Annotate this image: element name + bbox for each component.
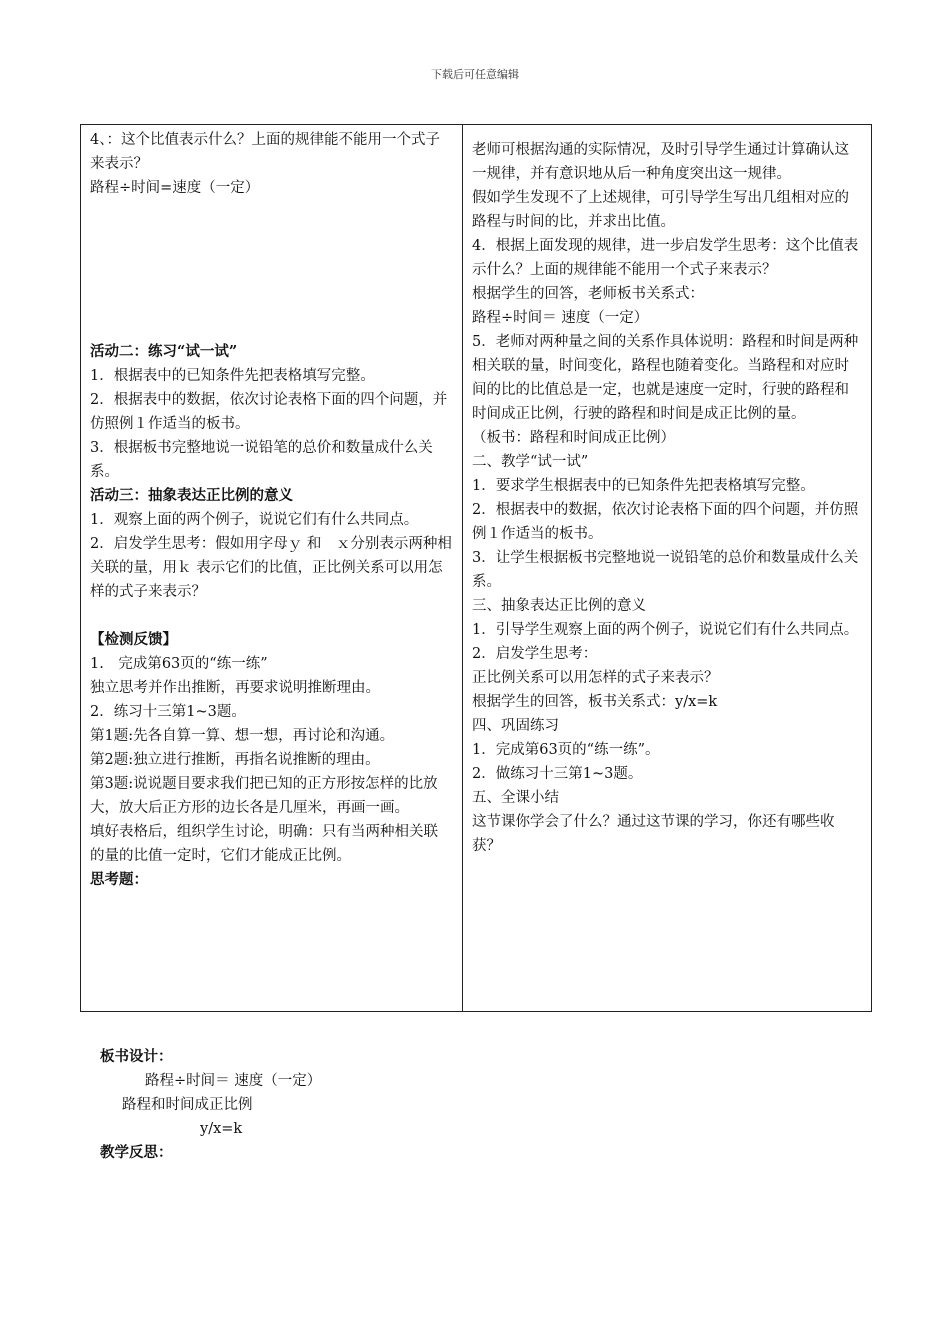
left-text: 3．根据板书完整地说一说铅笔的总价和数量成什么关系。 [90, 440, 433, 480]
right-text: 5．老师对两种量之间的关系作具体说明：路程和时间是两种相关联的量，时间变化，路程也随着变化。当路程和对应时间的比的比值总是一定，也就是速度一定时，行驶的路程和时间成正比例，行驶的路程和时间是成正比例的量。 [472, 334, 859, 422]
right-text: 老师可根据沟通的实际情况，及时引导学生通过计算确认这一规律，并有意识地从后一种角度突出这一规律。 [472, 142, 849, 182]
right-text: 2．根据表中的数据，依次讨论表格下面的四个问题，并仿照例１作适当的板书。 [472, 502, 859, 542]
left-text: 2．练习十三第1~3题。 [90, 704, 246, 720]
left-text: 2．根据表中的数据，依次讨论表格下面的四个问题，并仿照例１作适当的板书。 [90, 392, 448, 432]
right-text: （板书：路程和时间成正比例） [472, 430, 675, 446]
left-text: 第3题:说说题目要求我们把已知的正方形按怎样的比放大，放大后正方形的边长各是几厘米，再画一画。 [90, 776, 438, 816]
page-header: 下载后可任意编辑 [431, 68, 519, 81]
right-text: 假如学生发现不了上述规律，可引导学生写出几组相对应的路程与时间的比，并求出比值。 [472, 190, 849, 230]
right-text: 二、教学“试一试” [472, 454, 589, 470]
left-text: 独立思考并作出推断，再要求说明推断理由。 [90, 680, 380, 696]
right-text: 这节课你学会了什么？通过这节课的学习，你还有哪些收获？ [472, 814, 835, 854]
left-text: 第2题:独立进行推断，再指名说推断的理由。 [90, 752, 380, 768]
left-text: 填好表格后，组织学生讨论，明确：只有当两种相关联的量的比值一定时，它们才能成正比例。 [90, 824, 438, 864]
left-text: 路程÷时间=速度（一定） [90, 180, 260, 196]
right-text: 4．根据上面发现的规律，进一步启发学生思考：这个比值表示什么？上面的规律能不能用一个式子来表示？ [472, 238, 859, 278]
left-text: 第1题:先各自算一算、想一想，再讨论和沟通。 [90, 728, 395, 744]
left-text: 2．启发学生思考：假如用字母ｙ 和 ｘ分别表示两种相关联的量，用ｋ 表示它们的比值，正比例关系可以用怎样的式子来表示？ [90, 536, 452, 600]
right-text: 2．启发学生思考： [472, 646, 598, 662]
right-text: 1．完成第63页的“练一练”。 [472, 742, 660, 758]
right-text: 正比例关系可以用怎样的式子来表示？ [472, 670, 719, 686]
right-text: 2．做练习十三第1~3题。 [472, 766, 643, 782]
right-text: 3．让学生根据板书完整地说一说铅笔的总价和数量成什么关系。 [472, 550, 859, 590]
right-text: 1．引导学生观察上面的两个例子，说说它们有什么共同点。 [472, 622, 859, 638]
right-text: 根据学生的回答，老师板书关系式： [472, 286, 704, 302]
board-line-3: y/x=k [200, 1121, 243, 1137]
left-text: 1. 完成第63页的“练一练” [90, 656, 268, 672]
feedback-title: 【检测反馈】 [90, 631, 177, 648]
right-text: 三、抽象表达正比例的意义 [472, 598, 646, 614]
right-text: 根据学生的回答，板书关系式：y/x=k [472, 694, 718, 710]
board-design-title: 板书设计： [100, 1048, 173, 1065]
lesson-table [80, 124, 872, 1012]
teacher-guide-column [463, 125, 872, 1012]
thinking-title: 思考题： [90, 871, 148, 888]
activity2-title: 活动二：练习“试一试” [90, 343, 238, 360]
board-line-1: 路程÷时间＝ 速度（一定） [145, 1073, 322, 1089]
left-text: 4、：这个比值表示什么？上面的规律能不能用一个式子来表示？ [90, 132, 440, 172]
right-text: 五、全课小结 [472, 790, 559, 806]
reflection-title: 教学反思： [100, 1144, 173, 1161]
student-activity-column [81, 125, 463, 1012]
right-text: 1．要求学生根据表中的已知条件先把表格填写完整。 [472, 478, 815, 494]
board-line-2: 路程和时间成正比例 [122, 1097, 253, 1113]
right-text: 四、巩固练习 [472, 718, 559, 734]
left-text: 1．观察上面的两个例子，说说它们有什么共同点。 [90, 512, 419, 528]
board-design-section [100, 1045, 321, 1165]
left-text: 1．根据表中的已知条件先把表格填写完整。 [90, 368, 375, 384]
activity3-title: 活动三：抽象表达正比例的意义 [90, 487, 293, 504]
right-text: 路程÷时间＝ 速度（一定） [472, 310, 649, 326]
